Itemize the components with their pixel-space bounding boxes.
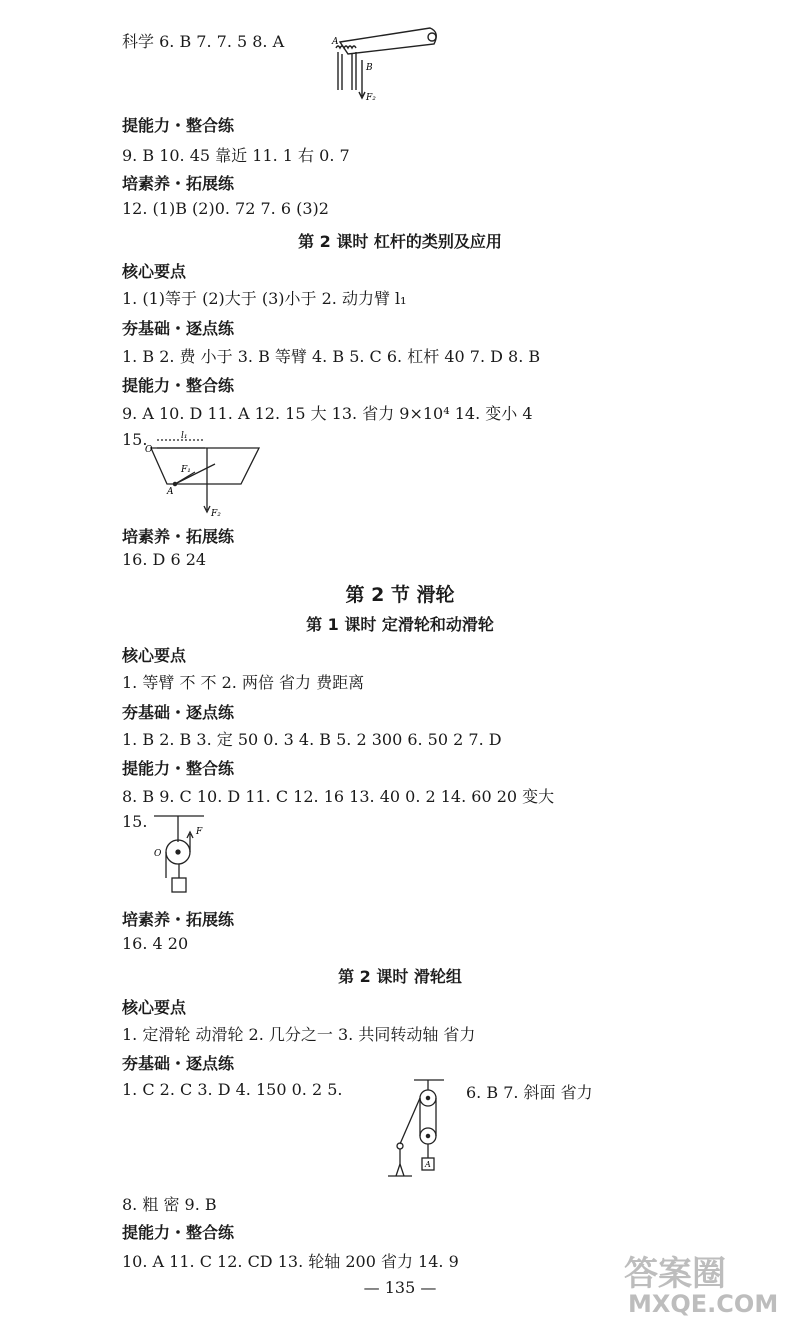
fig1-label-f2: F₂	[366, 93, 376, 103]
answer-number: 15.	[122, 430, 148, 449]
answer-number: 15.	[122, 812, 148, 831]
pulley-group-figure	[386, 1076, 456, 1180]
lesson-title: 第 2 课时 滑轮组	[338, 967, 462, 986]
answer-line: 16. 4 20	[122, 934, 189, 953]
answer-line: 1. B 2. 费 小于 3. B 等臂 4. B 5. C 6. 杠杆 40 7. D 8. B	[122, 347, 541, 366]
answer-line: 8. 粗 密 9. B	[122, 1195, 217, 1214]
answer-line-science: 科学 6. B 7. 7. 5 8. A	[122, 32, 285, 51]
lesson-title: 第 2 课时 杠杆的类别及应用	[298, 232, 502, 251]
section-title: 第 2 节 滑轮	[345, 584, 455, 606]
watermark-brand: 答案圈	[624, 1254, 726, 1294]
answer-line: 8. B 9. C 10. D 11. C 12. 16 13. 40 0. 2 14. 60 20 变大	[122, 787, 555, 806]
fig2-label-l1: l₁	[181, 431, 188, 441]
fig1-label-b: B	[366, 63, 373, 73]
section-heading: 提能力・整合练	[122, 376, 235, 395]
fig2-label-f1: F₁	[181, 465, 191, 475]
pulley-figure-1	[152, 812, 222, 898]
section-heading: 培素养・拓展练	[122, 527, 235, 546]
answer-line: 1. C 2. C 3. D 4. 150 0. 2 5.	[122, 1080, 343, 1099]
fig2-label-f2: F₂	[211, 509, 221, 519]
answer-line-continued: 6. B 7. 斜面 省力	[466, 1083, 593, 1102]
section-heading: 核心要点	[122, 998, 187, 1017]
section-heading: 核心要点	[122, 262, 187, 281]
fig4-label-a: A	[425, 1160, 431, 1169]
fig2-label-o: O	[145, 445, 153, 455]
fig3-label-o: O	[154, 849, 162, 859]
lever-figure-1	[322, 20, 452, 104]
section-heading: 提能力・整合练	[122, 116, 235, 135]
answer-line: 12. (1)B (2)0. 72 7. 6 (3)2	[122, 199, 329, 218]
section-heading: 培素养・拓展练	[122, 174, 235, 193]
section-heading: 夯基础・逐点练	[122, 1054, 235, 1073]
fig2-label-a: A	[167, 487, 174, 497]
watermark-site: MXQE.COM	[628, 1290, 779, 1318]
section-heading: 夯基础・逐点练	[122, 319, 235, 338]
answer-line: 1. 等臂 不 不 2. 两倍 省力 费距离	[122, 673, 365, 692]
section-heading: 提能力・整合练	[122, 759, 235, 778]
section-heading: 提能力・整合练	[122, 1223, 235, 1242]
lever-figure-2	[145, 428, 265, 520]
answer-line: 16. D 6 24	[122, 550, 207, 569]
answer-line: 1. B 2. B 3. 定 50 0. 3 4. B 5. 2 300 6. 50 2 7. D	[122, 730, 502, 749]
answer-line: 1. (1)等于 (2)大于 (3)小于 2. 动力臂 l₁	[122, 289, 407, 308]
answer-line: 9. B 10. 45 靠近 11. 1 右 0. 7	[122, 146, 350, 165]
section-heading: 夯基础・逐点练	[122, 703, 235, 722]
answer-line: 1. 定滑轮 动滑轮 2. 几分之一 3. 共同转动轴 省力	[122, 1025, 476, 1044]
answer-line: 9. A 10. D 11. A 12. 15 大 13. 省力 9×10⁴ 14. 变小 4	[122, 404, 533, 423]
fig3-label-f: F	[196, 827, 203, 837]
page-number: — 135 —	[363, 1278, 437, 1297]
fig1-label-a: A	[332, 37, 339, 47]
answer-line: 10. A 11. C 12. CD 13. 轮轴 200 省力 14. 9	[122, 1252, 459, 1271]
section-heading: 核心要点	[122, 646, 187, 665]
section-heading: 培素养・拓展练	[122, 910, 235, 929]
lesson-title: 第 1 课时 定滑轮和动滑轮	[306, 615, 494, 634]
